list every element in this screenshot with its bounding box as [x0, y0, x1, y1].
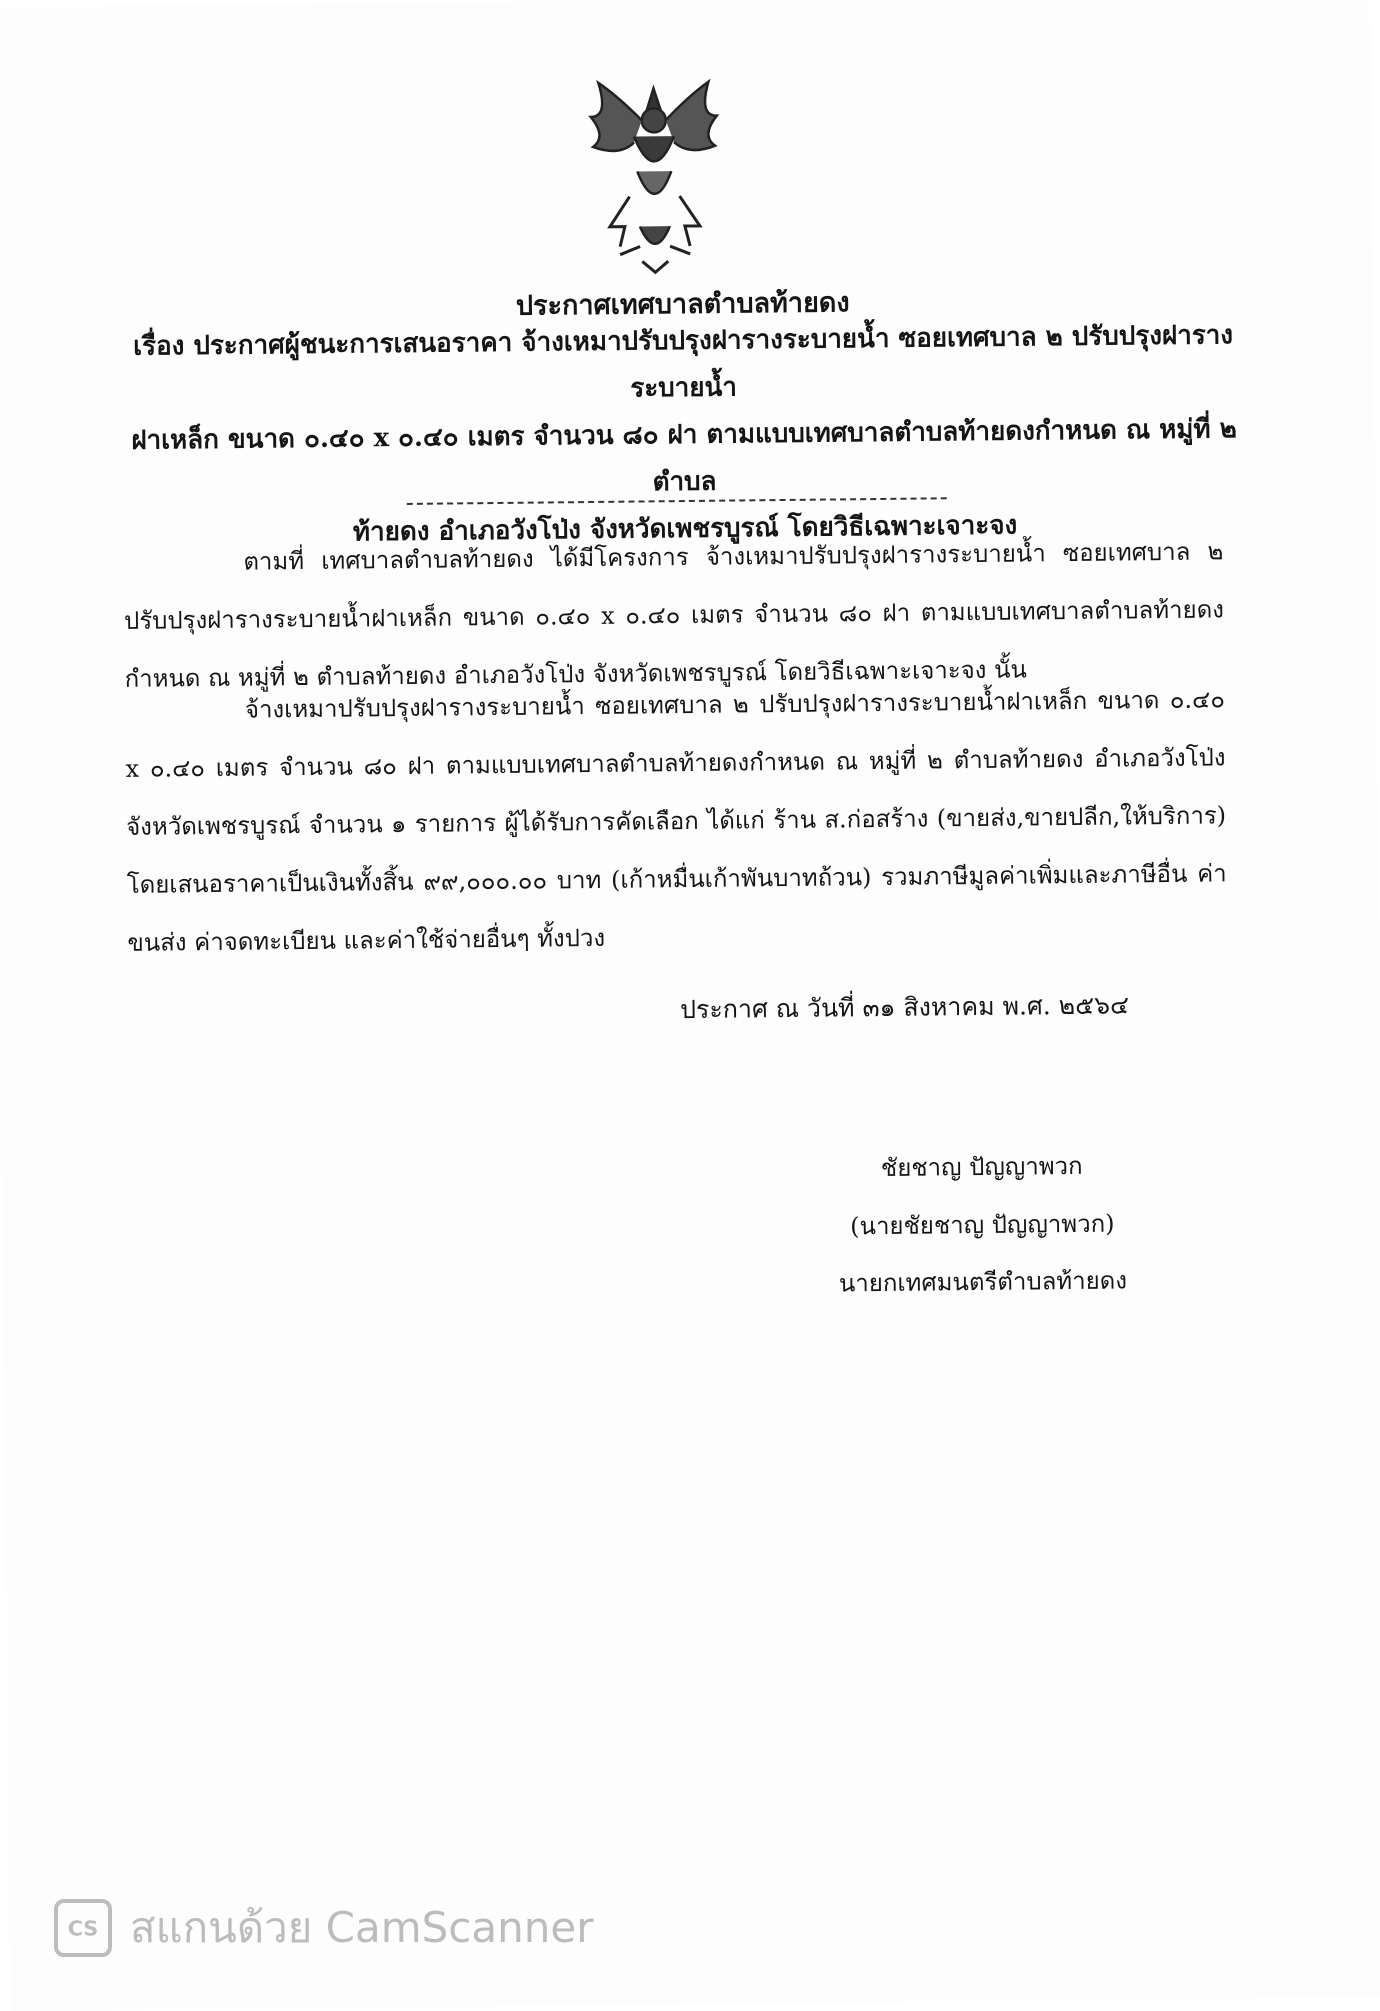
subject-line: เรื่อง ประกาศผู้ชนะการเสนอราคา จ้างเหมาปรับปรุงฝารางระบายน้ำ ซอยเทศบาล ๒ ปรับปรุงฝารางระบายน้ำ: [133, 320, 1234, 404]
subject-line: ฝาเหล็ก ขนาด ๐.๔๐ x ๐.๔๐ เมตร จำนวน ๘๐ ฝา ตามแบบเทศบาลตำบลท้ายดงกำหนด ณ หมู่ที่ ๒ ตำบล: [131, 414, 1237, 498]
announcement-date: ประกาศ ณ วันที่ ๓๑ สิงหาคม พ.ศ. ๒๕๖๔: [679, 990, 1130, 1025]
camscanner-watermark: [54, 1896, 593, 1960]
document-title: ประกาศเทศบาลตำบลท้ายดง: [515, 287, 850, 322]
signatory-full-name: (นายชัยชาญ ปัญญาพวก): [850, 1209, 1115, 1241]
body-paragraph: จ้างเหมาปรับปรุงฝารางระบายน้ำ ซอยเทศบาล ๒ ปรับปรุงฝารางระบายน้ำฝาเหล็ก ขนาด ๐.๔๐ x ๐.๔๐ เมตร จำนวน ๘๐ ฝา ตามแบบเทศบาลตำบลท้ายดงกำหนด ณ หมู่ที่ ๒ ตำบลท้ายดง อำเภอวังโป่ง จังหวัดเพชรบูรณ์ จำนวน ๑ รายการ ผู้ได้รับการคัดเลือก ได้แก่ ร้าน ส.ก่อสร้าง (ขายส่ง,ขายปลีก,ให้บริการ) โดยเสนอราคาเป็นเงินทั้งสิ้น ๙๙,๐๐๐.๐๐ บาท (เก้าหมื่นเก้าพันบาทถ้วน) รวมภาษีมูลค่าเพิ่มและภาษีอื่น ค่าขนส่ง ค่าจดทะเบียน และค่าใช้จ่ายอื่นๆ ทั้งปวง: [125, 685, 1227, 957]
signatory-position: นายกเทศมนตรีตำบลท้ายดง: [838, 1266, 1128, 1298]
camscanner-logo-icon: [54, 1899, 112, 1957]
watermark-text: สแกนด้วย CamScanner: [130, 1903, 594, 1952]
camscanner-logo-text: CS: [67, 1916, 99, 1941]
garuda-emblem-icon: [578, 76, 730, 278]
subject-line: ท้ายดง อำเภอวังโป่ง จังหวัดเพชรบูรณ์ โดยวิธีเฉพาะเจาะจง: [352, 510, 1018, 548]
document-subject: [103, 312, 1265, 559]
body-paragraph: ตามที่ เทศบาลตำบลท้ายดง ได้มีโครงการ จ้างเหมาปรับปรุงฝารางระบายน้ำ ซอยเทศบาล ๒ ปรับปรุงฝารางระบายน้ำฝาเหล็ก ขนาด ๐.๔๐ x ๐.๔๐ เมตร จำนวน ๘๐ ฝา ตามแบบเทศบาลตำบลท้ายดงกำหนด ณ หมู่ที่ ๒ ตำบลท้ายดง อำเภอวังโป่ง จังหวัดเพชรบูรณ์ โดยวิธีเฉพาะเจาะจง นั้น: [123, 537, 1225, 693]
signature-name: ชัยชาญ ปัญญาพวก: [880, 1151, 1083, 1183]
